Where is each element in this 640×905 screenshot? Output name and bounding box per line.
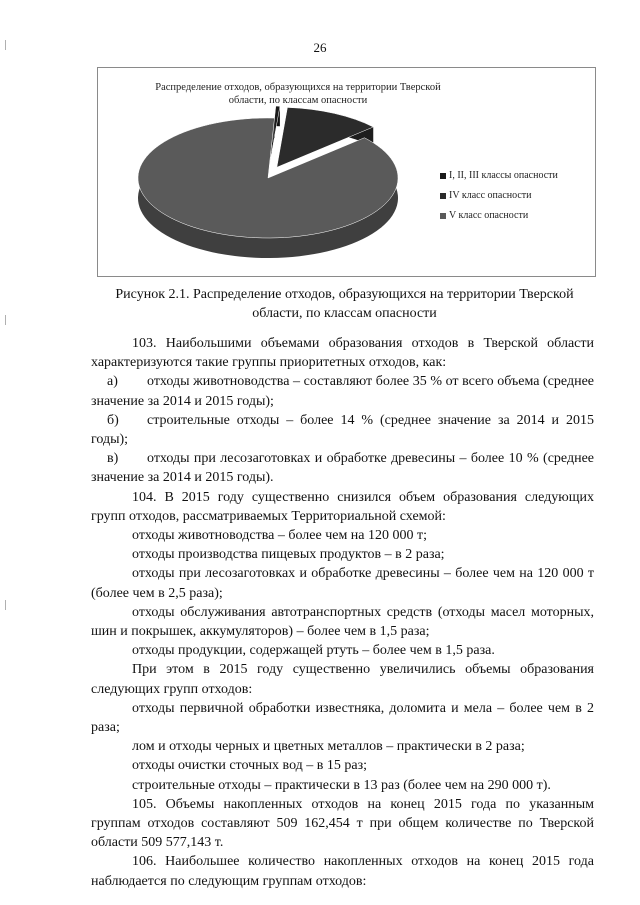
- list-item: отходы очистки сточных вод – в 15 раз;: [132, 758, 368, 774]
- caption-line: Рисунок 2.1. Распределение отходов, образующихся на территории Тверской: [115, 287, 574, 302]
- figure-caption: [92, 285, 597, 323]
- legend-item: [440, 188, 558, 203]
- list-item-text: строительные отходы – более 14 % (среднее значение за 2014 и 2015 годы);: [91, 412, 594, 448]
- legend-item: [440, 168, 558, 183]
- list-marker: в): [107, 451, 119, 467]
- list-item: отходы продукции, содержащей ртуть – более чем в 1,5 раза.: [132, 643, 495, 659]
- list-item: строительные отходы – практически в 13 раз (более чем на 290 000 т).: [132, 777, 551, 793]
- chart-title-line: Распределение отходов, образующихся на территории Тверской: [155, 82, 441, 93]
- paragraph-106: 106. Наибольшее количество накопленных отходов на конец 2015 года наблюдается по следующим группам отходов:: [91, 854, 594, 889]
- list-item: лом и отходы черных и цветных металлов – практически в 2 раза;: [132, 739, 525, 755]
- chart-title-line: области, по классам опасности: [228, 95, 368, 106]
- legend-label: V класс опасности: [449, 210, 529, 221]
- list-item: [91, 372, 594, 410]
- legend-item: [440, 208, 558, 223]
- list-marker: а): [107, 374, 118, 390]
- margin-mark: [5, 315, 6, 325]
- legend-swatch: [440, 173, 446, 179]
- page-number: 26: [313, 40, 327, 55]
- legend-swatch: [440, 193, 446, 199]
- chart-legend: [440, 168, 558, 228]
- list-item: отходы первичной обработки известняка, доломита и мела – более чем в 2 раза;: [91, 700, 594, 736]
- list-item: [91, 411, 594, 449]
- list-marker: б): [107, 412, 119, 428]
- margin-mark: [5, 600, 6, 610]
- paragraph-103: 103. Наибольшими объемами образования отходов в Тверской области характеризуются такие группы приоритетных отходов, как:: [91, 336, 594, 371]
- list-item: [91, 449, 594, 487]
- list-item: отходы производства пищевых продуктов – в 2 раза;: [132, 547, 445, 563]
- list-item-text: отходы животноводства – составляют более 35 % от всего объема (среднее значение за 2014 и 2015 годы);: [91, 374, 594, 409]
- legend-label: I, II, III классы опасности: [449, 170, 558, 181]
- pie-chart: [97, 67, 596, 277]
- legend-label: IV класс опасности: [449, 190, 532, 201]
- list-item: отходы животноводства – более чем на 120 000 т;: [132, 528, 428, 544]
- caption-line: области, по классам опасности: [252, 306, 437, 321]
- legend-swatch: [440, 213, 446, 219]
- body-text: [91, 334, 594, 891]
- paragraph-105: 105. Объемы накопленных отходов на конец 2015 года по указанным группам отходов составляют 509 162,454 т при общем количестве по Тверской области 509 577,143 т.: [91, 796, 594, 851]
- paragraph-increase: При этом в 2015 году существенно увеличились объемы образования следующих групп отходов:: [91, 662, 594, 697]
- list-item: отходы обслуживания автотранспортных средств (отходы масел моторных, шин и покрышек, аккумуляторов) – более чем в 1,5 раза;: [91, 604, 594, 640]
- list-item-text: отходы при лесозаготовках и обработке древесины – более 10 % (среднее значение за 2014 и 2015 годы).: [91, 451, 594, 486]
- paragraph-104: 104. В 2015 году существенно снизился объем образования следующих групп отходов, рассматриваемых Территориальной схемой:: [91, 489, 594, 524]
- list-item: отходы при лесозаготовках и обработке древесины – более чем на 120 000 т (более чем в 2,5 раза);: [91, 566, 594, 601]
